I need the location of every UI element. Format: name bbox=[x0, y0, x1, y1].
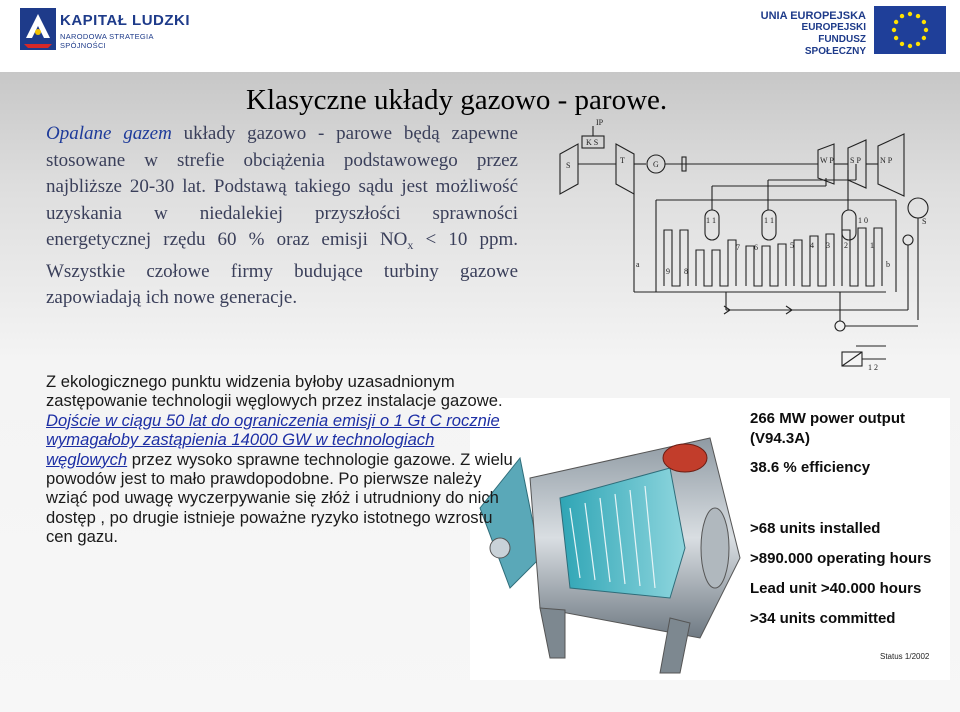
drum-1-shape bbox=[705, 210, 719, 240]
drum-3-shape bbox=[842, 210, 856, 240]
label-a: a bbox=[636, 260, 640, 269]
ecology-paragraph bbox=[46, 372, 516, 547]
kapital-ludzki-logo bbox=[20, 8, 200, 52]
kapital-ludzki-emblem-icon bbox=[20, 8, 56, 50]
spec-power-output: 266 MW power output bbox=[750, 410, 905, 427]
gas-turbine-shape bbox=[616, 144, 634, 194]
spec-model: (V94.3A) bbox=[750, 430, 811, 447]
label-sp: S P bbox=[850, 156, 861, 165]
label-6: 6 bbox=[754, 243, 758, 252]
label-ks: K S bbox=[586, 138, 599, 147]
label-9: 9 bbox=[666, 267, 670, 276]
label-b: b bbox=[886, 260, 890, 269]
combined-cycle-diagram bbox=[556, 110, 946, 380]
nox-subscript: x bbox=[407, 238, 414, 252]
drum-2-shape bbox=[762, 210, 776, 240]
intro-text-part2: < 10 ppm. Wszystkie czołowe firmy budujące turbiny gazowe zapowiadają ich nowe generacje. bbox=[46, 229, 518, 308]
intro-paragraph bbox=[46, 121, 518, 312]
label-4: 4 bbox=[810, 241, 814, 250]
eu-logo-text bbox=[760, 10, 866, 58]
label-s2: S bbox=[922, 217, 927, 226]
spec-lead-unit: Lead unit >40.000 hours bbox=[750, 580, 922, 597]
label-1: 1 bbox=[870, 241, 874, 250]
label-7: 7 bbox=[736, 243, 740, 252]
ecology-text-part1: Z ekologicznego punktu widzenia byłoby uzasadnionym zastępowanie technologii węglowych przez instalacje gazowe. bbox=[46, 372, 503, 411]
slide-title: Klasyczne układy gazowo - parowe. bbox=[246, 84, 668, 116]
gas-turbine-photo-panel bbox=[470, 398, 950, 680]
lp-turbine-shape bbox=[878, 134, 904, 196]
label-wp: W P bbox=[820, 156, 834, 165]
label-2: 2 bbox=[844, 241, 848, 250]
spec-efficiency: 38.6 % efficiency bbox=[750, 459, 871, 476]
status-note: Status 1/2002 bbox=[880, 652, 930, 661]
label-11b: 1 1 bbox=[764, 216, 774, 225]
label-g: G bbox=[653, 160, 659, 169]
eu-logo-line3: FUNDUSZ SPOŁECZNY bbox=[804, 34, 866, 57]
spec-units-committed: >34 units committed bbox=[750, 610, 896, 627]
condensate-pump-shape bbox=[903, 235, 913, 245]
eu-logo-line2: EUROPEJSKI bbox=[801, 22, 866, 33]
kapital-ludzki-subtitle: NARODOWA STRATEGIA SPÓJNOŚCI bbox=[60, 32, 154, 50]
ecology-underlined-text: Dojście w ciągu 50 lat do ograniczenia emisji o 1 Gt C rocznie wymagałoby zastąpienia 14000 GW w technologiach węglowych bbox=[46, 410, 500, 469]
eu-flag-icon bbox=[874, 6, 946, 54]
kapital-ludzki-title: KAPITAŁ LUDZKI bbox=[60, 12, 191, 29]
label-np: N P bbox=[880, 156, 893, 165]
ecology-text-part2: przez wysoko sprawne technologie gazowe. Z wielu powodów jest to mało prawdopodobne. Po pierwsze należy wziąć pod uwagę wyczerpywanie się złóż i utrudniony do nich dostęp , po drugie istnieje poważne ryzyko istotnego wzrostu cen gazu. bbox=[46, 449, 513, 547]
spec-operating-hours: >890.000 operating hours bbox=[750, 550, 932, 567]
intro-text-part1: układy gazowo - parowe będą zapewne stosowane w strefie obciążenia podstawowego przez najbliższe 20-30 lat. Podstawą takiego sądu jest możliwość uzyskania w niedalekiej przyszłości sprawności energetycznej rzędu 60 % oraz emisji NO bbox=[46, 123, 518, 250]
label-ip: IP bbox=[596, 118, 604, 127]
label-11a: 1 1 bbox=[706, 216, 716, 225]
label-3: 3 bbox=[826, 241, 830, 250]
label-12: 1 2 bbox=[868, 363, 878, 372]
header-bar bbox=[0, 0, 960, 72]
eu-logo bbox=[760, 6, 950, 56]
intro-lead-phrase: Opalane gazem bbox=[46, 123, 172, 144]
label-s: S bbox=[566, 161, 571, 170]
label-t: T bbox=[620, 156, 625, 165]
label-8: 8 bbox=[684, 267, 688, 276]
label-5: 5 bbox=[790, 241, 794, 250]
eu-logo-line1: UNIA EUROPEJSKA bbox=[760, 10, 866, 22]
condenser-shape bbox=[908, 198, 928, 218]
feed-pump-shape bbox=[835, 321, 845, 331]
spec-units-installed: >68 units installed bbox=[750, 520, 881, 537]
label-10: 1 0 bbox=[858, 216, 868, 225]
